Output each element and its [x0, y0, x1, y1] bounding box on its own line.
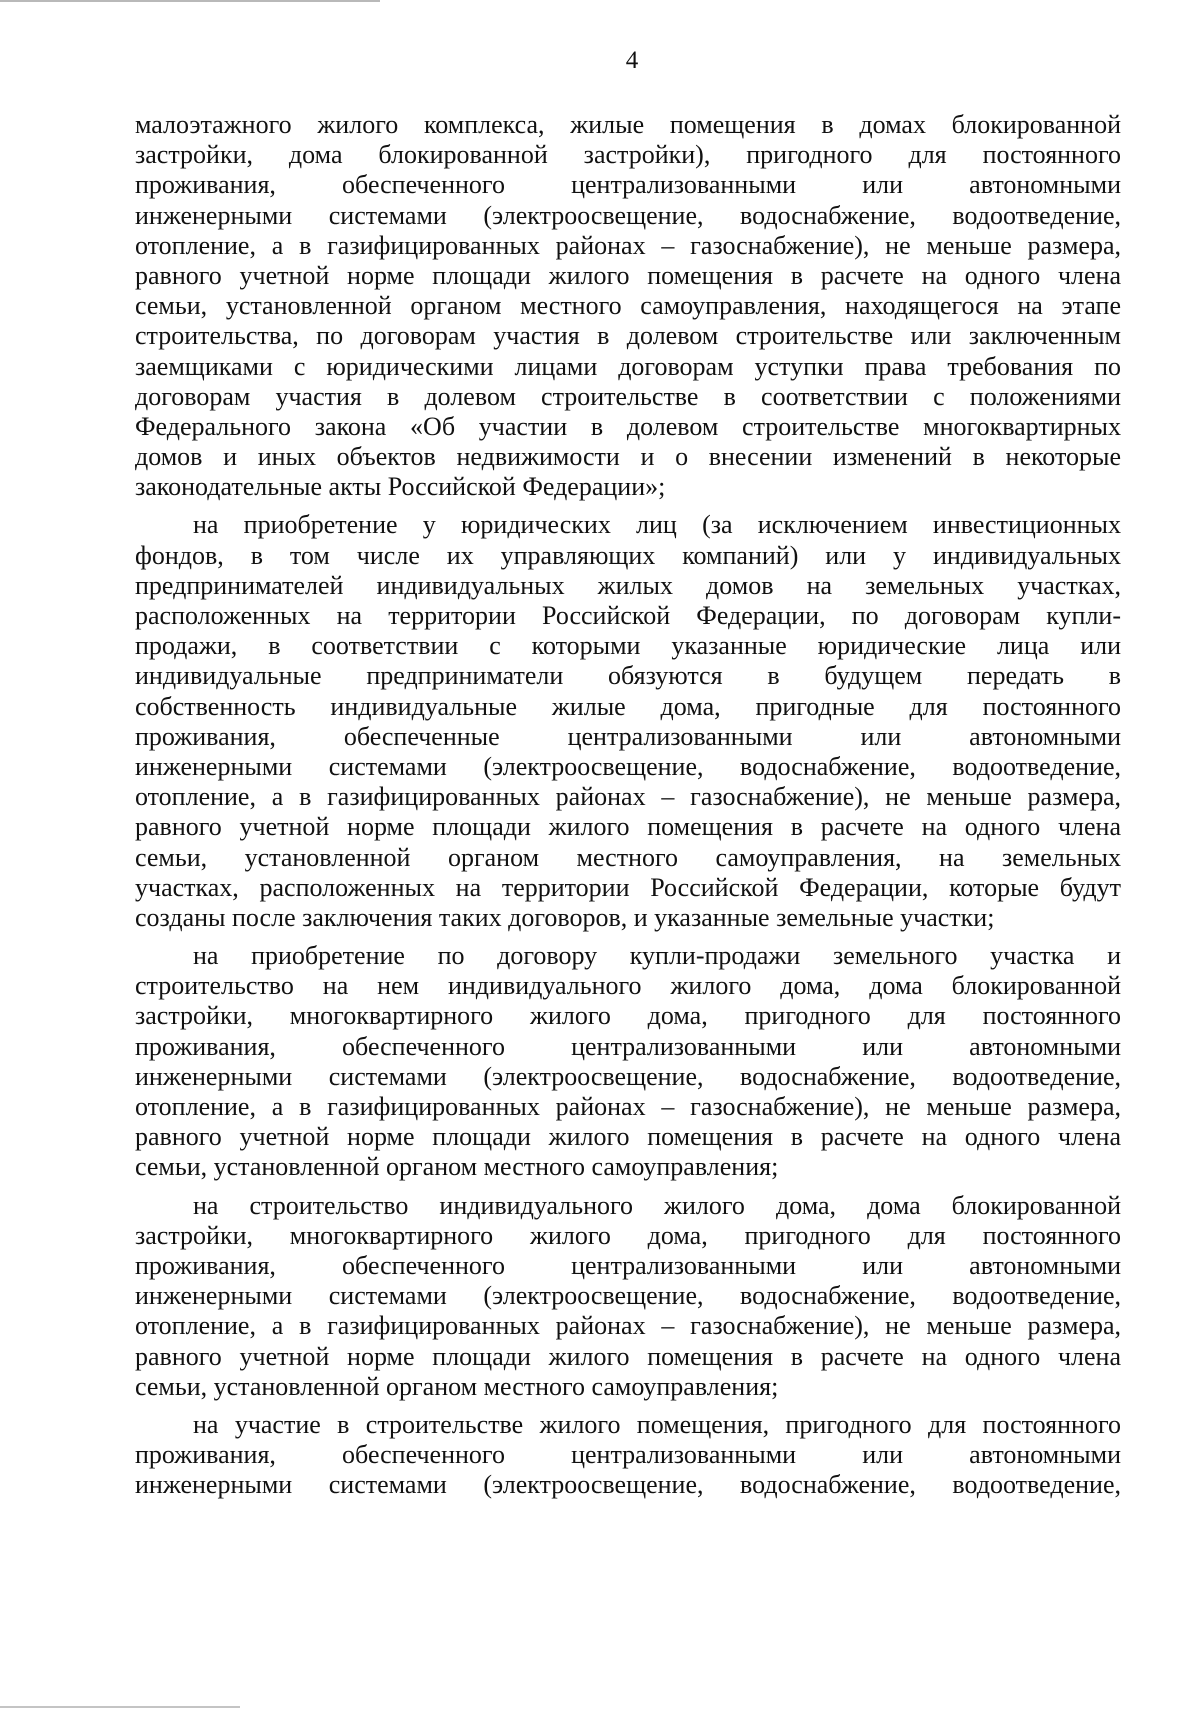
text-line: малоэтажного жилого комплекса, жилые помещения в домах блокированной [135, 110, 1121, 139]
scan-edge-bottom [0, 1706, 240, 1708]
text-line: законодательные акты Российской Федерации»; [135, 472, 666, 502]
text-line: на приобретение по договору купли-продажи земельного участка и [193, 941, 1121, 971]
paragraph-3 [135, 941, 1121, 1183]
text-line: равного учетной норме площади жилого помещения в расчете на одного члена [135, 1341, 1121, 1371]
text-line: инженерными системами (электроосвещение, водоснабжение, водоотведение, [135, 1281, 1121, 1311]
text-line: домов и иных объектов недвижимости и о внесении изменений в некоторые [135, 442, 1121, 472]
text-line: равного учетной норме площади жилого помещения в расчете на одного члена [135, 1122, 1121, 1152]
text-line: семьи, установленной органом местного самоуправления; [135, 1152, 779, 1182]
text-line: инженерными системами (электроосвещение, водоснабжение, водоотведение, [135, 751, 1121, 781]
text-line: проживания, обеспеченного централизованными или автономными [135, 1440, 1121, 1470]
text-line: собственность индивидуальные жилые дома, пригодные для постоянного [135, 691, 1121, 721]
text-line: равного учетной норме площади жилого помещения в расчете на одного члена [135, 260, 1121, 290]
paragraph-4 [135, 1191, 1121, 1402]
text-line: отопление, а в газифицированных районах – газоснабжение), не меньше размера, [135, 782, 1121, 812]
paragraph-1 [135, 110, 1121, 502]
text-line: договорам участия в долевом строительстве в соответствии с положениями [135, 381, 1121, 411]
text-line: застройки, дома блокированной застройки), пригодного для постоянного [135, 140, 1121, 170]
text-line: инженерными системами (электроосвещение, водоснабжение, водоотведение, [135, 1061, 1121, 1091]
text-line: расположенных на территории Российской Федерации, по договорам купли- [135, 601, 1121, 630]
text-line: семьи, установленной органом местного самоуправления; [135, 1371, 779, 1401]
text-line: предпринимателей индивидуальных жилых домов на земельных участках, [135, 570, 1121, 600]
text-line: индивидуальные предприниматели обязуются в будущем передать в [135, 661, 1121, 691]
text-line: инженерными системами (электроосвещение, водоснабжение, водоотведение, [135, 1470, 1121, 1500]
text-line: семьи, установленной органом местного самоуправления, на земельных [135, 842, 1121, 872]
text-line: проживания, обеспеченного централизованными или автономными [135, 1250, 1121, 1280]
text-line: строительства, по договорам участия в долевом строительстве или заключенным [135, 321, 1121, 351]
paragraph-2 [135, 510, 1121, 933]
text-line: отопление, а в газифицированных районах – газоснабжение), не меньше размера, [135, 230, 1121, 260]
text-line: Федерального закона «Об участии в долевом строительстве многоквартирных [135, 411, 1121, 441]
text-line: инженерными системами (электроосвещение, водоснабжение, водоотведение, [135, 200, 1121, 230]
text-line: строительство на нем индивидуального жилого дома, дома блокированной [135, 971, 1121, 1001]
text-line: на приобретение у юридических лиц (за исключением инвестиционных [193, 510, 1121, 540]
text-line: заемщиками с юридическими лицами договорам уступки права требования по [135, 351, 1121, 381]
text-line: на участие в строительстве жилого помещения, пригодного для постоянного [193, 1409, 1121, 1439]
paragraph-5 [135, 1410, 1121, 1501]
page-number: 4 [625, 47, 639, 74]
text-line: отопление, а в газифицированных районах – газоснабжение), не меньше размера, [135, 1092, 1121, 1121]
text-line: равного учетной норме площади жилого помещения в расчете на одного члена [135, 812, 1121, 842]
text-line: на строительство индивидуального жилого дома, дома блокированной [193, 1190, 1121, 1220]
text-line: застройки, многоквартирного жилого дома, пригодного для постоянного [135, 1001, 1121, 1031]
text-line: застройки, многоквартирного жилого дома, пригодного для постоянного [135, 1220, 1121, 1250]
text-line: семьи, установленной органом местного самоуправления, находящегося на этапе [135, 291, 1121, 321]
scan-edge-top [0, 0, 380, 2]
text-line: проживания, обеспеченного централизованными или автономными [135, 170, 1121, 200]
text-line: продажи, в соответствии с которыми указанные юридические лица или [135, 631, 1121, 661]
text-line: отопление, а в газифицированных районах – газоснабжение), не меньше размера, [135, 1311, 1121, 1341]
text-line: проживания, обеспеченного централизованными или автономными [135, 1031, 1121, 1061]
text-line: созданы после заключения таких договоров, и указанные земельные участки; [135, 902, 995, 932]
text-line: проживания, обеспеченные централизованными или автономными [135, 721, 1121, 751]
text-line: фондов, в том числе их управляющих компаний) или у индивидуальных [135, 540, 1121, 570]
text-line: участках, расположенных на территории Российской Федерации, которые будут [135, 872, 1121, 902]
body-text [135, 110, 1121, 1700]
